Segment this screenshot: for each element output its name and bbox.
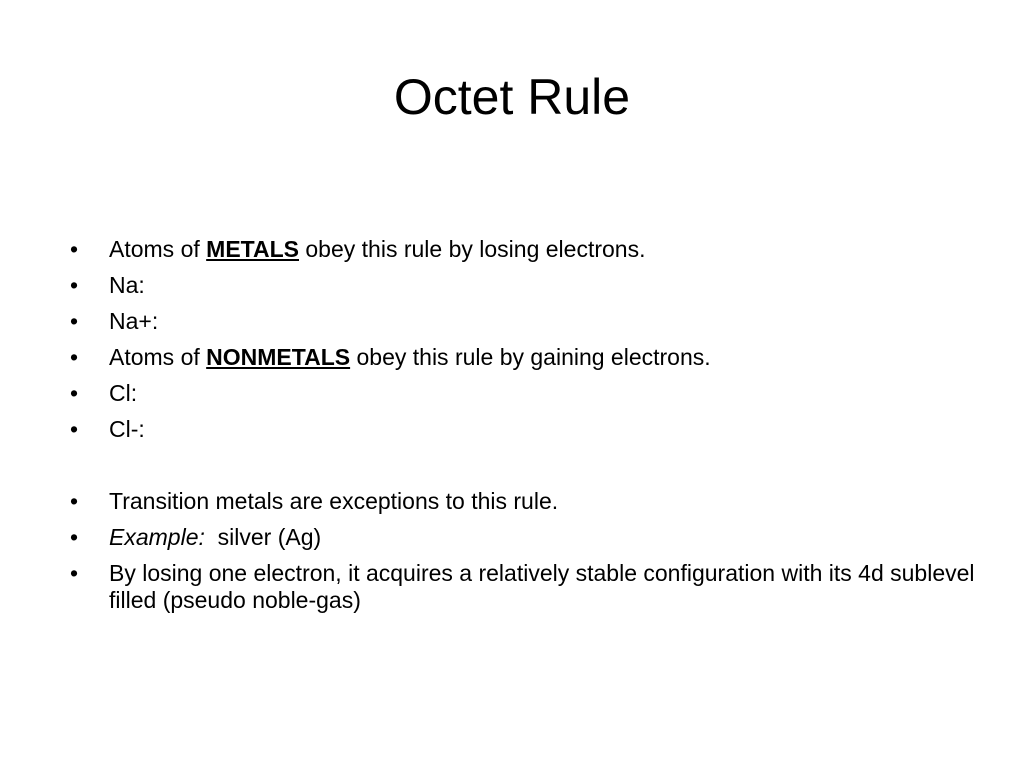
item-text-prefix: Atoms of	[109, 344, 207, 370]
list-item-na-ion	[68, 308, 978, 335]
item-text-suffix: silver (Ag)	[204, 524, 322, 550]
item-text: Na:	[109, 272, 145, 298]
bullet-icon: •	[70, 344, 79, 370]
list-item-na	[68, 272, 978, 299]
list-item-silver-explanation	[68, 560, 978, 614]
item-text: Cl-:	[109, 416, 145, 442]
slide-title: Octet Rule	[393, 69, 631, 125]
bullet-list	[68, 236, 978, 614]
slide-body	[68, 236, 978, 623]
list-item-nonmetals-rule	[68, 344, 978, 371]
list-item-transition-metals	[68, 488, 978, 515]
list-spacer	[68, 452, 978, 479]
bullet-icon: •	[70, 488, 79, 514]
bullet-icon: •	[70, 560, 79, 586]
list-item-example	[68, 524, 978, 551]
item-text: By losing one electron, it acquires a relatively stable configuration with its 4d sublevel filled (pseudo noble-gas)	[109, 560, 975, 613]
item-text-prefix: Atoms of	[109, 236, 207, 262]
item-text: Transition metals are exceptions to this rule.	[109, 488, 559, 514]
bullet-icon: •	[70, 380, 79, 406]
keyword-nonmetals: NONMETALS	[206, 344, 351, 370]
list-item-cl	[68, 380, 978, 407]
item-text-suffix: obey this rule by gaining electrons.	[350, 344, 711, 370]
bullet-icon: •	[70, 416, 79, 442]
bullet-icon: •	[70, 308, 79, 334]
bullet-icon: •	[70, 524, 79, 550]
list-item-cl-ion	[68, 416, 978, 443]
bullet-icon: •	[70, 236, 79, 262]
bullet-icon: •	[70, 272, 79, 298]
item-text: Na+:	[109, 308, 159, 334]
keyword-metals: METALS	[206, 236, 299, 262]
list-item-metals-rule	[68, 236, 978, 263]
item-text: Cl:	[109, 380, 138, 406]
example-label: Example:	[109, 524, 205, 550]
item-text-suffix: obey this rule by losing electrons.	[299, 236, 646, 262]
